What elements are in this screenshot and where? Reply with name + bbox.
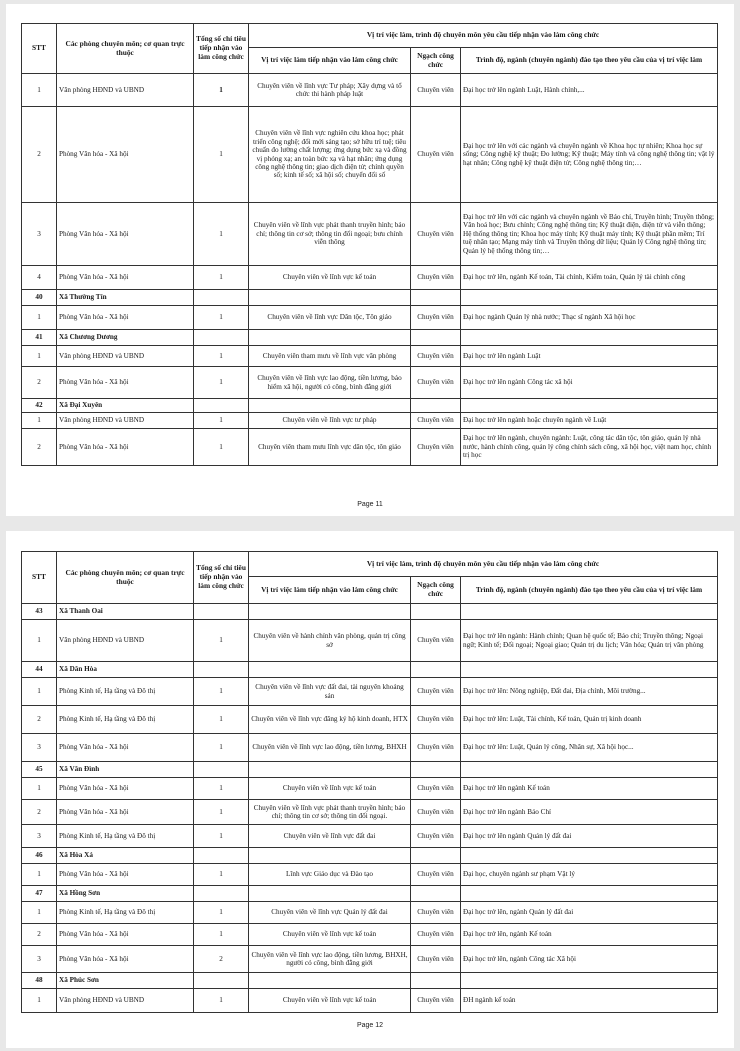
group-name: Xã Chương Dương: [57, 330, 194, 346]
cell-qual: Đại học trở lên ngành hoặc chuyên ngành về Luật: [461, 413, 718, 429]
cell-position: Chuyên viên về lĩnh vực kế toán: [249, 778, 411, 800]
cell-qual: Đại học trở lên ngành Kế toán: [461, 778, 718, 800]
cell-position: Chuyên viên về lĩnh vực kế toán: [249, 266, 411, 290]
cell-dept: Phòng Kinh tế, Hạ tầng và Đô thị: [57, 706, 194, 734]
cell-position: Chuyên viên về lĩnh vực Tư pháp; Xây dựng và tổ chức thi hành pháp luật: [249, 74, 411, 107]
cell-rank: Chuyên viên: [411, 924, 461, 946]
cell-dept: Phòng Kinh tế, Hạ tầng và Đô thị: [57, 902, 194, 924]
cell-rank: Chuyên viên: [411, 346, 461, 367]
cell-rank: Chuyên viên: [411, 306, 461, 330]
cell-stt: 1: [22, 902, 57, 924]
group-row: [22, 886, 718, 902]
table-row: [22, 429, 718, 466]
cell-total: 1: [194, 266, 249, 290]
group-stt: 46: [22, 848, 57, 864]
cell-total: 1: [194, 620, 249, 662]
group-row: [22, 973, 718, 989]
cell-position: Lĩnh vực Giáo dục và Đào tạo: [249, 864, 411, 886]
table-row: [22, 946, 718, 973]
cell-qual: Đại học trở lên, ngành Quản lý đất đai: [461, 902, 718, 924]
cell-dept: Phòng Văn hóa - Xã hội: [57, 306, 194, 330]
cell-position: Chuyên viên về lĩnh vực phát thanh truyền hình; báo chí; thông tin cơ sở; thông tin đối ngoại.: [249, 800, 411, 825]
cell-position: Chuyên viên về lĩnh vực Quản lý đất đai: [249, 902, 411, 924]
cell-position: Chuyên viên tham mưu lĩnh vực dân tộc, tôn giáo: [249, 429, 411, 466]
cell-qual: Đại học trở lên: Luật, Tài chính, Kế toán, Quản trị kinh doanh: [461, 706, 718, 734]
group-row: [22, 762, 718, 778]
cell-qual: Đại học trở lên ngành Báo Chí: [461, 800, 718, 825]
group-row: [22, 399, 718, 413]
group-name: Xã Vân Đình: [57, 762, 194, 778]
cell-position: Chuyên viên về lĩnh vực đăng ký hộ kinh doanh, HTX: [249, 706, 411, 734]
group-stt: 40: [22, 290, 57, 306]
table-row: [22, 864, 718, 886]
cell-position: Chuyên viên về hành chính văn phòng, quản trị công sở: [249, 620, 411, 662]
cell-position: Chuyên viên về lĩnh vực kế toán: [249, 989, 411, 1013]
cell-qual: ĐH ngành kế toán: [461, 989, 718, 1013]
cell-rank: Chuyên viên: [411, 946, 461, 973]
header-rank: Ngạch công chức: [411, 48, 461, 74]
table-row: [22, 678, 718, 706]
cell-qual: Đại học, chuyên ngành sư phạm Vật lý: [461, 864, 718, 886]
cell-total: 1: [194, 367, 249, 399]
cell-total: 1: [194, 306, 249, 330]
cell-rank: Chuyên viên: [411, 902, 461, 924]
recruitment-table: [21, 23, 718, 466]
cell-total: 1: [194, 864, 249, 886]
cell-dept: Văn phòng HĐND và UBND: [57, 989, 194, 1013]
table-row: [22, 800, 718, 825]
cell-rank: Chuyên viên: [411, 778, 461, 800]
group-name: Xã Hòa Xá: [57, 848, 194, 864]
cell-position: Chuyên viên về lĩnh vực tư pháp: [249, 413, 411, 429]
cell-qual: Đại học trở lên ngành Luật, Hành chính,...: [461, 74, 718, 107]
cell-position: Chuyên viên về lĩnh vực đất đai, tài nguyên khoáng sản: [249, 678, 411, 706]
cell-stt: 1: [22, 778, 57, 800]
header-total: Tổng số chỉ tiêu tiếp nhận vào làm công chức: [194, 24, 249, 74]
cell-dept: Phòng Văn hóa - Xã hội: [57, 203, 194, 266]
cell-total: 2: [194, 946, 249, 973]
group-name: Xã Thanh Oai: [57, 604, 194, 620]
cell-position: Chuyên viên về lĩnh vực kế toán: [249, 924, 411, 946]
cell-dept: Phòng Văn hóa - Xã hội: [57, 800, 194, 825]
cell-rank: Chuyên viên: [411, 74, 461, 107]
table-row: [22, 734, 718, 762]
table-row: [22, 989, 718, 1013]
cell-dept: Phòng Văn hóa - Xã hội: [57, 266, 194, 290]
cell-dept: Phòng Văn hóa - Xã hội: [57, 924, 194, 946]
cell-stt: 1: [22, 413, 57, 429]
header-rank: Ngạch công chức: [411, 577, 461, 604]
table-row: [22, 306, 718, 330]
cell-rank: Chuyên viên: [411, 800, 461, 825]
group-name: Xã Dân Hòa: [57, 662, 194, 678]
cell-rank: Chuyên viên: [411, 266, 461, 290]
cell-dept: Văn phòng HĐND và UBND: [57, 346, 194, 367]
cell-total: 1: [194, 800, 249, 825]
cell-position: Chuyên viên về lĩnh vực đất đai: [249, 825, 411, 848]
cell-position: Chuyên viên tham mưu về lĩnh vực văn phòng: [249, 346, 411, 367]
cell-qual: Đại học trở lên ngành, chuyên ngành: Luật, công tác dân tộc, tôn giáo, quản lý nhà nước, hành chính công, quản lý công chính sách công, xã hội học, việt nam học, chính trị học: [461, 429, 718, 466]
cell-total: 1: [194, 346, 249, 367]
group-stt: 42: [22, 399, 57, 413]
table-row: [22, 924, 718, 946]
cell-position: Chuyên viên về lĩnh vực nghiên cứu khoa học; phát triển công nghệ; đổi mới sáng tạo; sở hữu trí tuệ; tiêu chuẩn đo lường chất lượng; ứng dụng bức xạ và đồng vị phóng xạ; an toàn bức xạ và hạt nhân; ứng dụng công nghệ thông tin; giao dịch điện tử; chính quyền số; kinh tế số; xã hội số; chuyển đổi số: [249, 107, 411, 203]
header-total: Tổng số chỉ tiêu tiếp nhận vào làm công chức: [194, 552, 249, 604]
cell-stt: 2: [22, 706, 57, 734]
cell-total: 1: [194, 706, 249, 734]
group-name: Xã Phúc Sơn: [57, 973, 194, 989]
cell-stt: 3: [22, 734, 57, 762]
cell-qual: Đại học trở lên, ngành Kế toán, Tài chính, Kiểm toán, Quản lý tài chính công: [461, 266, 718, 290]
header-qual: Trình độ, ngành (chuyên ngành) đào tạo theo yêu cầu của vị trí việc làm: [461, 577, 718, 604]
cell-stt: 4: [22, 266, 57, 290]
cell-qual: Đại học trở lên, ngành Công tác Xã hội: [461, 946, 718, 973]
cell-qual: Đại học trở lên: Luật, Quản lý công, Nhân sự, Xã hội học...: [461, 734, 718, 762]
header-dept: Các phòng chuyên môn; cơ quan trực thuộc: [57, 24, 194, 74]
cell-qual: Đại học trở lên với các ngành và chuyên ngành về Báo chí, Truyền hình; Truyền thông; Văn hoá học; Bưu chính; Công nghệ thông tin; Kỹ thuật điện, điện tử và viễn thông; Hệ thống thông tin; Khoa học máy tính; Kỹ thuật máy tính; Kỹ thuật phần mềm; Trí tuệ nhân tạo; Mạng máy tính và Truyền thông dữ liệu; Quản lý Công nghệ thông tin; Quản lý hệ thống thông tin;…: [461, 203, 718, 266]
group-name: Xã Hồng Sơn: [57, 886, 194, 902]
header-position: Vị trí việc làm tiếp nhận vào làm công chức: [249, 48, 411, 74]
document-page-12: [6, 531, 734, 1048]
cell-dept: Phòng Văn hóa - Xã hội: [57, 946, 194, 973]
cell-total: 1: [194, 74, 249, 107]
cell-stt: 3: [22, 825, 57, 848]
cell-position: Chuyên viên về lĩnh vực lao động, tiền lương, BHXH, người có công, bình đẳng giới: [249, 946, 411, 973]
group-stt: 43: [22, 604, 57, 620]
group-name: Xã Đại Xuyên: [57, 399, 194, 413]
cell-qual: Đại học trở lên ngành Luật: [461, 346, 718, 367]
cell-position: Chuyên viên về lĩnh vực lao động, tiền lương, bảo hiểm xã hội, người có công, bình đẳng giới: [249, 367, 411, 399]
header-dept: Các phòng chuyên môn; cơ quan trực thuộc: [57, 552, 194, 604]
cell-stt: 1: [22, 74, 57, 107]
cell-total: 1: [194, 924, 249, 946]
cell-total: 1: [194, 678, 249, 706]
cell-dept: Phòng Văn hóa - Xã hội: [57, 734, 194, 762]
cell-qual: Đại học trở lên ngành Công tác xã hội: [461, 367, 718, 399]
table-row: [22, 346, 718, 367]
table-row: [22, 706, 718, 734]
cell-dept: Phòng Văn hóa - Xã hội: [57, 367, 194, 399]
recruitment-table: [21, 551, 718, 1013]
table-row: [22, 778, 718, 800]
cell-rank: Chuyên viên: [411, 107, 461, 203]
table-row: [22, 266, 718, 290]
cell-rank: Chuyên viên: [411, 825, 461, 848]
header-position: Vị trí việc làm tiếp nhận vào làm công chức: [249, 577, 411, 604]
table-row: [22, 413, 718, 429]
cell-rank: Chuyên viên: [411, 734, 461, 762]
document-page-11: [6, 4, 734, 516]
cell-total: 1: [194, 989, 249, 1013]
cell-dept: Phòng Kinh tế, Hạ tầng và Đô thị: [57, 678, 194, 706]
cell-dept: Văn phòng HĐND và UBND: [57, 413, 194, 429]
cell-total: 1: [194, 203, 249, 266]
cell-qual: Đại học trở lên: Nông nghiệp, Đất đai, Địa chính, Môi trường...: [461, 678, 718, 706]
cell-position: Chuyên viên về lĩnh vực phát thanh truyền hình; báo chí; thông tin cơ sở; thông tin đối ngoại; bưu chính viễn thông: [249, 203, 411, 266]
cell-total: 1: [194, 778, 249, 800]
header-stt: STT: [22, 24, 57, 74]
header-group: Vị trí việc làm, trình độ chuyên môn yêu cầu tiếp nhận vào làm công chức: [249, 552, 718, 577]
table-row: [22, 620, 718, 662]
cell-total: 1: [194, 825, 249, 848]
page-number: Page 11: [357, 501, 383, 508]
cell-total: 1: [194, 107, 249, 203]
cell-stt: 2: [22, 924, 57, 946]
cell-total: 1: [194, 413, 249, 429]
header-stt: STT: [22, 552, 57, 604]
cell-dept: Phòng Văn hóa - Xã hội: [57, 107, 194, 203]
group-name: Xã Thường Tín: [57, 290, 194, 306]
cell-rank: Chuyên viên: [411, 429, 461, 466]
cell-dept: Phòng Văn hóa - Xã hội: [57, 429, 194, 466]
cell-stt: 3: [22, 203, 57, 266]
group-row: [22, 604, 718, 620]
table-row: [22, 902, 718, 924]
group-row: [22, 330, 718, 346]
cell-qual: Đại học ngành Quản lý nhà nước; Thạc sĩ ngành Xã hội học: [461, 306, 718, 330]
group-stt: 41: [22, 330, 57, 346]
cell-rank: Chuyên viên: [411, 413, 461, 429]
cell-dept: Phòng Kinh tế, Hạ tầng và Đô thị: [57, 825, 194, 848]
cell-stt: 3: [22, 946, 57, 973]
cell-qual: Đại học trở lên ngành Quản lý đất đai: [461, 825, 718, 848]
table-row: [22, 367, 718, 399]
group-stt: 45: [22, 762, 57, 778]
group-row: [22, 662, 718, 678]
cell-stt: 1: [22, 346, 57, 367]
cell-position: Chuyên viên về lĩnh vực lao động, tiền lương, BHXH: [249, 734, 411, 762]
cell-stt: 2: [22, 107, 57, 203]
cell-rank: Chuyên viên: [411, 203, 461, 266]
table-row: [22, 203, 718, 266]
cell-qual: Đại học trở lên, ngành Kế toán: [461, 924, 718, 946]
cell-stt: 1: [22, 864, 57, 886]
cell-stt: 2: [22, 367, 57, 399]
cell-position: Chuyên viên về lĩnh vực Dân tộc, Tôn giáo: [249, 306, 411, 330]
cell-stt: 1: [22, 620, 57, 662]
cell-rank: Chuyên viên: [411, 620, 461, 662]
cell-total: 1: [194, 429, 249, 466]
cell-total: 1: [194, 902, 249, 924]
cell-stt: 2: [22, 800, 57, 825]
cell-stt: 2: [22, 429, 57, 466]
cell-qual: Đại học trở lên với các ngành và chuyên ngành về Khoa học tự nhiên; Khoa học sự sống; Công nghệ kỹ thuật; Đo lường; Kỹ thuật; Máy tính và công nghệ thông tin; vật lý hạt nhân; Công nghệ kỹ thuật điện tử; Công nghệ thông tin;…: [461, 107, 718, 203]
cell-stt: 1: [22, 306, 57, 330]
cell-rank: Chuyên viên: [411, 678, 461, 706]
group-stt: 47: [22, 886, 57, 902]
header-qual: Trình độ, ngành (chuyên ngành) đào tạo theo yêu cầu của vị trí việc làm: [461, 48, 718, 74]
cell-dept: Phòng Văn hóa - Xã hội: [57, 864, 194, 886]
cell-stt: 1: [22, 678, 57, 706]
cell-rank: Chuyên viên: [411, 706, 461, 734]
cell-rank: Chuyên viên: [411, 989, 461, 1013]
group-row: [22, 848, 718, 864]
cell-rank: Chuyên viên: [411, 367, 461, 399]
group-row: [22, 290, 718, 306]
group-stt: 44: [22, 662, 57, 678]
page-number: Page 12: [356, 1022, 384, 1029]
cell-dept: Phòng Văn hóa - Xã hội: [57, 778, 194, 800]
cell-stt: 1: [22, 989, 57, 1013]
cell-dept: Văn phòng HĐND và UBND: [57, 74, 194, 107]
cell-dept: Văn phòng HĐND và UBND: [57, 620, 194, 662]
cell-total: 1: [194, 734, 249, 762]
table-row: [22, 74, 718, 107]
cell-rank: Chuyên viên: [411, 864, 461, 886]
table-row: [22, 107, 718, 203]
table-row: [22, 825, 718, 848]
header-group: Vị trí việc làm, trình độ chuyên môn yêu cầu tiếp nhận vào làm công chức: [249, 24, 718, 48]
cell-qual: Đại học trở lên ngành: Hành chính; Quan hệ quốc tế; Báo chí; Truyền thông; Ngoại ngữ; Kinh tế; Đối ngoại; Ngoại giao; Quản trị du lịch; Văn hóa; Quản trị văn phòng: [461, 620, 718, 662]
group-stt: 48: [22, 973, 57, 989]
